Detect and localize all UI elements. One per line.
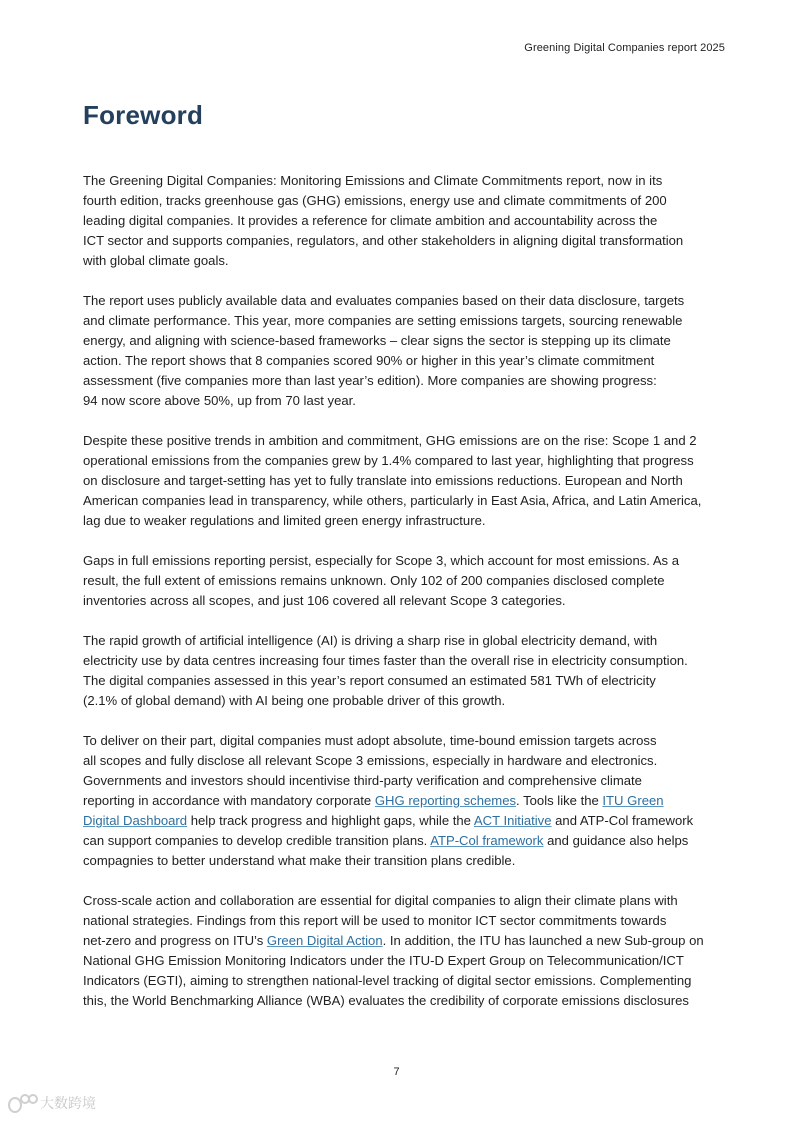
running-header: Greening Digital Companies report 2025 <box>524 42 725 54</box>
page-number: 7 <box>393 1066 400 1078</box>
page-title: Foreword <box>83 100 204 130</box>
watermark-logo-icon <box>8 1094 36 1112</box>
act-initiative-link[interactable]: ACT Initiative <box>473 813 552 828</box>
green-digital-action-link[interactable]: Green Digital Action <box>266 933 383 948</box>
body-text <box>83 171 723 1031</box>
paragraph-recommendations: To deliver on their part, digital companies must adopt absolute, time-bound emission targets across all scopes and fully disclose all relevant Scope 3 emissions, especially in hardware and electronics. Governments and investors should incentivise third-party verification and comprehensive climate reporting in accordance with mandatory corporate GHG reporting schemes. Tools like the ITU Green Digital Dashboard help track progress and highlight gaps, while the ACT Initiative and ATP-Col framework can support companies to develop credible transition plans. ATP-Col framework and guidance also helps compagnies to better understand what make their transition plans credible. <box>83 733 694 868</box>
paragraph-intro: The Greening Digital Companies: Monitoring Emissions and Climate Commitments report, now in its fourth edition, tracks greenhouse gas (GHG) emissions, energy use and climate commitments of 200 leading digital companies. It provides a reference for climate ambition and accountability across the ICT sector and supports companies, regulators, and other stakeholders in aligning digital transformation with global climate goals. <box>83 173 684 268</box>
watermark <box>8 1093 96 1113</box>
paragraph-collaboration: Cross-scale action and collaboration are essential for digital companies to align their climate plans with national strategies. Findings from this report will be used to monitor ICT sector commitments towards net-zero and progress on ITU’s Green Digital Action. In addition, the ITU has launched a new Sub-group on National GHG Emission Monitoring Indicators under the ITU-D Expert Group on Telecommunication/ICT Indicators (EGTI), aiming to strengthen national-level tracking of digital sector emissions. Complementing this, the World Benchmarking Alliance (WBA) evaluates the credibility of corporate emissions disclosures <box>83 893 704 1008</box>
itu-green-digital-dashboard-link-cont[interactable]: Digital Dashboard <box>83 813 188 828</box>
itu-green-digital-dashboard-link[interactable]: ITU Green <box>602 793 664 808</box>
paragraph-methodology: The report uses publicly available data and evaluates companies based on their data disclosure, targets and climate performance. This year, more companies are setting emissions targets, sourcing renewable energy, and aligning with science-based frameworks – clear signs the sector is stepping up its climate action. The report shows that 8 companies scored 90% or higher in this year’s climate commitment assessment (five companies more than last year’s edition). More companies are showing progress: 94 now score above 50%, up from 70 last year. <box>83 293 685 408</box>
watermark-text: 大数跨境 <box>40 1095 96 1111</box>
paragraph-emissions-trend: Despite these positive trends in ambition and commitment, GHG emissions are on the rise: Scope 1 and 2 operational emissions from the companies grew by 1.4% compared to last year, highlighting that progress on disclosure and target-setting has yet to fully translate into emissions reductions. European and North American companies lead in transparency, while others, particularly in East Asia, Africa, and Latin America, lag due to weaker regulations and limited green energy infrastructure. <box>83 433 702 528</box>
paragraph-ai-electricity: The rapid growth of artificial intelligence (AI) is driving a sharp rise in global electricity demand, with electricity use by data centres increasing four times faster than the overall rise in electricity consumption. The digital companies assessed in this year’s report consumed an estimated 581 TWh of electricity (2.1% of global demand) with AI being one probable driver of this growth. <box>83 633 688 708</box>
paragraph-reporting-gaps: Gaps in full emissions reporting persist, especially for Scope 3, which account for most emissions. As a result, the full extent of emissions remains unknown. Only 102 of 200 companies disclosed complete inventories across all scopes, and just 106 covered all relevant Scope 3 categories. <box>83 553 680 608</box>
atp-col-framework-link[interactable]: ATP-Col framework <box>430 833 544 848</box>
ghg-reporting-schemes-link[interactable]: GHG reporting schemes <box>374 793 517 808</box>
